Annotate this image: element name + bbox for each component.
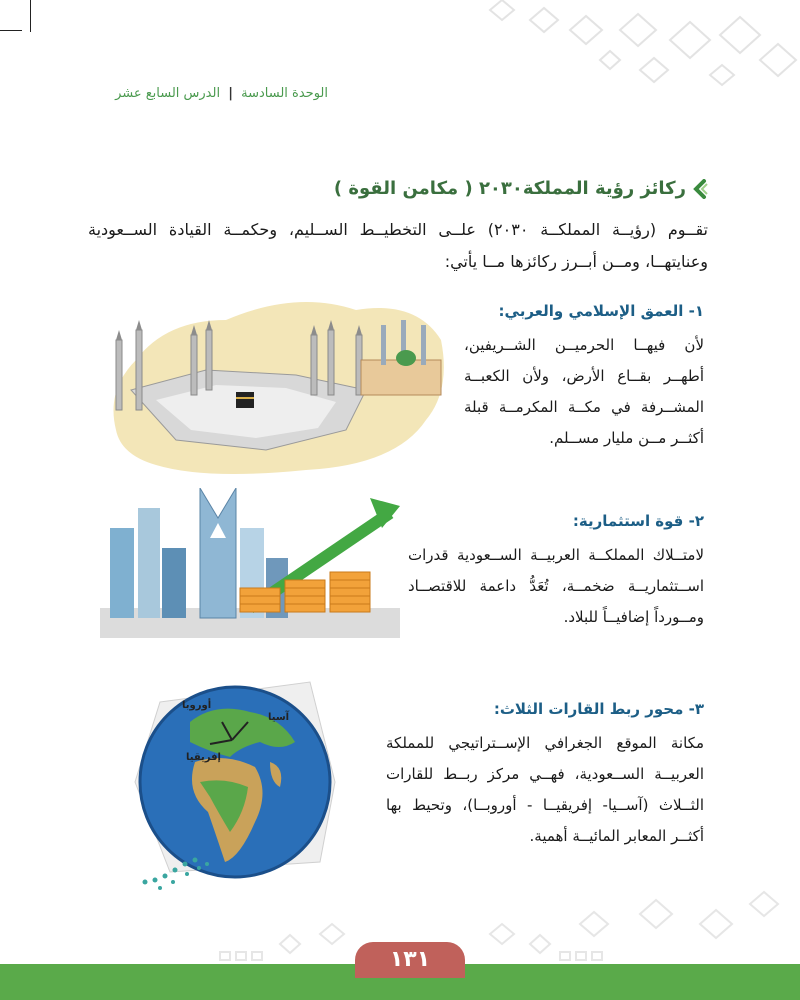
pattern-decoration xyxy=(470,0,800,90)
crop-mark xyxy=(0,30,22,31)
unit-label: الوحدة السادسة xyxy=(241,86,328,101)
page-header xyxy=(115,86,328,101)
europe-label: أوروبا xyxy=(182,700,212,711)
lesson-label: الدرس السابع عشر xyxy=(115,86,221,101)
crop-mark xyxy=(30,0,31,32)
intro-paragraph: تقــوم (رؤيــة المملكــة ٢٠٣٠) علــى التخطيــط الســليم، وحكمــة القيادة الســعودية وعنايتهــا، ومــن أبــرز ركائزها مــا يأتي: xyxy=(88,220,708,271)
pillar-3-body: مكانة الموقع الجغرافي الإســتراتيجي للمملكة العربيــة الســعودية، فهــي مركز ربــط للقارات الثــلاث (آســيا- إفريقيــا - أوروبــا)، وتحيط بها أكثــر المعابر المائيــة أهمية. xyxy=(386,734,704,845)
asia-label: آسيا xyxy=(268,712,290,723)
pillar-1-title: ١- العمق الإسلامي والعربي: xyxy=(498,302,704,320)
pillar-2-title: ٢- قوة استثمارية: xyxy=(572,512,704,530)
holy-mosque-illustration xyxy=(96,280,451,480)
pillar-2-body: لامتــلاك المملكــة العربيــة الســعودية قدرات اســتثماريــة ضخمــة، تُعَدُّ داعمة للاقتصــاد ومــورداً إضافيــاً للبلاد. xyxy=(408,546,704,626)
section-title: ركائز رؤية المملكة٢٠٣٠ ( مكامن القوة ) xyxy=(333,178,686,199)
pillar-1-body: لأن فيهــا الحرميــن الشــريفين، أطهــر بقــاع الأرض، ولأن الكعبــة المشــرفة في مكــة المكرمــة قبلة أكثــر مــن مليار مســلم. xyxy=(464,336,704,447)
africa-label: إفريقيا xyxy=(186,752,221,763)
pillar-3-title: ٣- محور ربط القارات الثلاث: xyxy=(493,700,704,718)
header-separator: | xyxy=(228,86,233,101)
section-heading xyxy=(334,178,708,199)
page-number: ١٣١ xyxy=(389,947,431,972)
skyline-growth-illustration xyxy=(100,488,400,638)
chevron-left-icon xyxy=(692,179,708,199)
